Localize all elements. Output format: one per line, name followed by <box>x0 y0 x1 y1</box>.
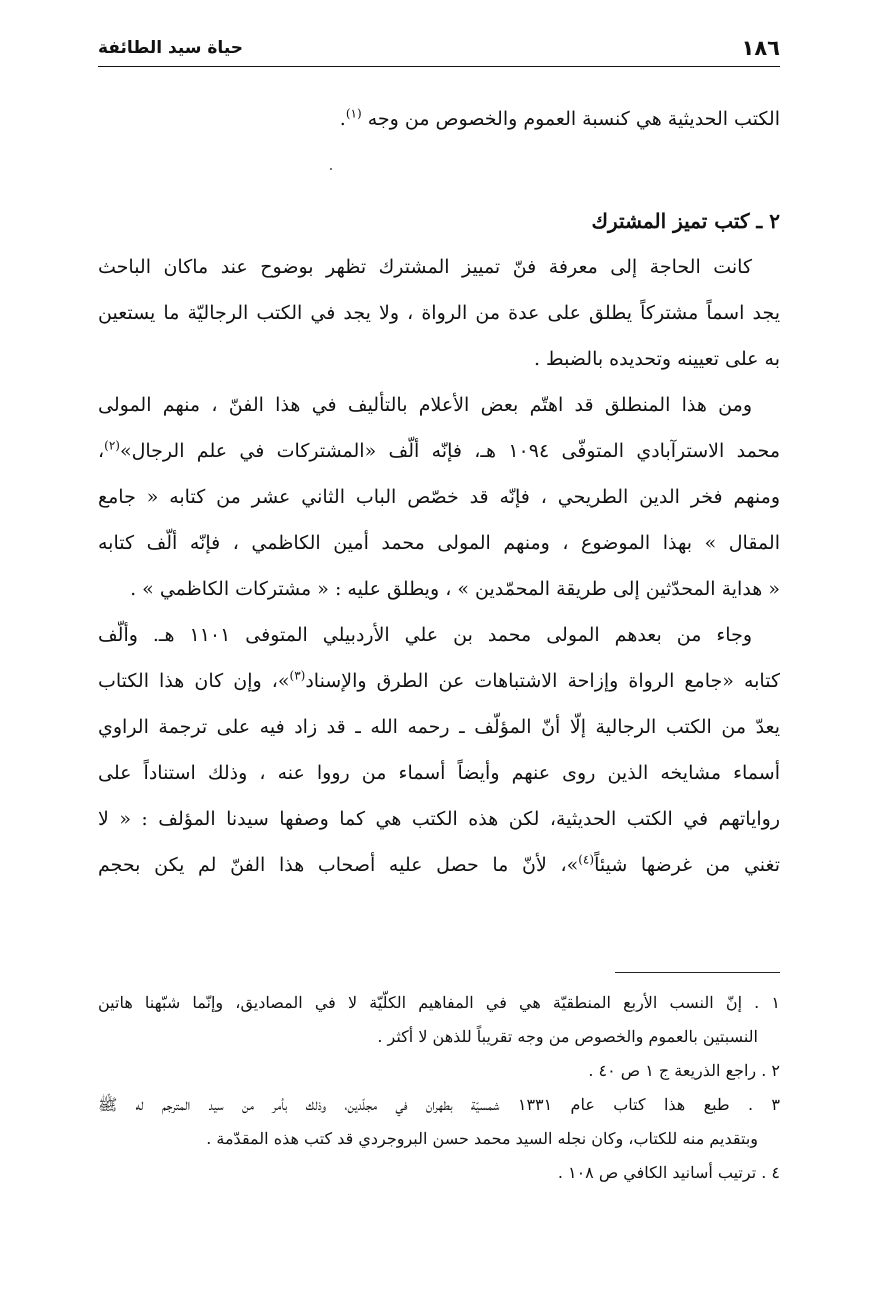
footnote-ref-2[interactable]: (٢) <box>104 438 120 453</box>
footnotes <box>98 986 780 1190</box>
para2-line: محمد الاسترآبادي المتوفّى ١٠٩٤ هـ، فإنّه ألّف «المشتركات في علم الرجال»$^{(٢)}$، <box>98 438 780 462</box>
para3-line: تغني من غرضها شيئاً$^{(٤)}$»، لأنّ ما حصل عليه أصحاب هذا الفنّ لم يكن بحجم <box>98 852 780 876</box>
para1-line: كانت الحاجة إلى معرفة فنّ تمييز المشترك تظهر بوضوح عند ماكان الباحث <box>98 256 752 278</box>
page-header <box>98 30 780 67</box>
footnote-ref-4[interactable]: (٤) <box>578 852 595 867</box>
footnote-3: ٣ . طبع هذا كتاب عام ١٣٣١ شمسيّة بطهران في مجلّدين، وذلك بأمر من سيد المترجم له ﷺ <box>98 1095 780 1114</box>
intro-line: الكتب الحديثية هي كنسبة العموم والخصوص من وجه $^{(١)}$. <box>339 106 780 130</box>
para2-line: « هداية المحدّثين إلى طريقة المحمّدين » ، ويطلق عليه : « مشتركات الكاظمي » . <box>130 578 780 600</box>
footnote-4: ٤ . ترتيب أسانيد الكافي ص ١٠٨ . <box>557 1163 780 1182</box>
para1-line: به على تعيينه وتحديده بالضبط . <box>533 348 780 370</box>
para3-line: كتابه «جامع الرواة وإزاحة الاشتباهات عن الطرق والإسناد$^{(٣)}$»، وإن كان هذا الكتاب <box>98 668 780 692</box>
page-number: ١٨٦ <box>741 36 780 60</box>
para3-line: يعدّ من الكتب الرجالية إلّا أنّ المؤلّف ـ رحمه الله ـ قد زاد فيه على ترجمة الراوي <box>98 716 780 738</box>
para1-line: يجد اسماً مشتركاً يطلق على عدة من الرواة ، ولا يجد في الكتب الرجاليّة ما يستعين <box>98 302 780 324</box>
para2-line: ومنهم فخر الدين الطريحي ، فإنّه قد خصّص الباب الثاني عشر من كتابه « جامع <box>98 486 780 508</box>
para2-line: ومن هذا المنطلق قد اهتّم بعض الأعلام بالتأليف في هذا الفنّ ، منهم المولى <box>98 394 752 416</box>
footnote-3-cont: وبتقديم منه للكتاب، وكان نجله السيد محمد حسن البروجردي قد كتب هذه المقدّمة . <box>206 1129 758 1148</box>
footnote-ref-3[interactable]: (٣) <box>289 668 306 683</box>
section-heading: ٢ ـ كتب تميز المشترك <box>591 209 780 233</box>
footnote-ref-1[interactable]: (١) <box>345 106 362 121</box>
footnote-divider <box>615 972 780 973</box>
footnote-1: ١ . إنّ النسب الأربع المنطقيّة هي في المفاهيم الكلّيّة لا في المصاديق، وإنّما شبّهنا هاتين <box>98 993 780 1012</box>
para3-line: رواياتهم في الكتب الحديثية، لكن هذه الكتب هي كما وصفها سيدنا المؤلف : « لا <box>98 808 780 830</box>
footnote-1-cont: النسبتين بالعموم والخصوص من وجه تقريباً للذهن لا أكثر . <box>377 1027 758 1046</box>
main-text <box>98 96 780 888</box>
separator-dot <box>98 142 780 186</box>
para2-line: المقال » بهذا الموضوع ، ومنهم المولى محمد أمين الكاظمي ، فإنّه ألّف كتابه <box>98 532 780 554</box>
running-title: حياة سيد الطائفة <box>98 38 244 58</box>
para3-line: وجاء من بعدهم المولى محمد بن علي الأردبيلي المتوفى ١١٠١ هـ. وألّف <box>98 624 752 646</box>
footnote-2: ٢ . راجع الذريعة ج ١ ص ٤٠ . <box>588 1061 780 1080</box>
para3-line: أسماء مشايخه الذين روى عنهم وأيضاً أسماء من رووا عنه ، وذلك استناداً على <box>98 762 780 784</box>
